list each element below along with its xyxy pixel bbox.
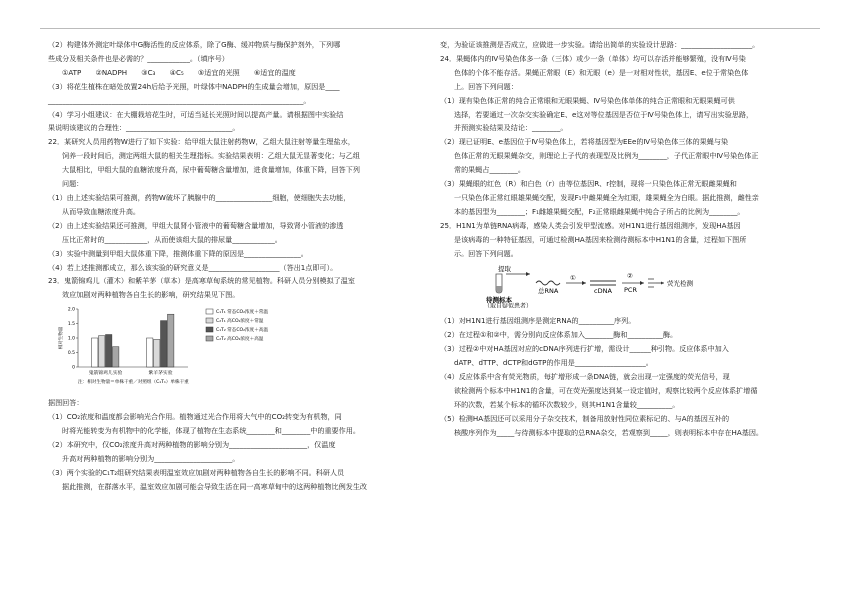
- q21-4-line2: 果说明该建议的合理性：______________________________。: [48, 123, 240, 133]
- q24-1-line3: 并预测实验结果及结论：________。: [454, 123, 568, 133]
- bar: [99, 336, 105, 367]
- flow-specimen-label: 待测标本: [486, 295, 512, 304]
- bar: [147, 338, 153, 367]
- q22-1-line1: （1）由上述实验结果可推测，药物W破坏了胰腺中的________________细胞，使细胞失去功能，: [48, 192, 351, 202]
- bar: [154, 340, 160, 368]
- q21-2-line1: （2）构建体外测定叶绿体中G酶活性的反应体系，除了G酶、缓冲物质与酶保护剂外，下列哪: [48, 40, 341, 49]
- signal-lines-icon: [648, 279, 656, 287]
- q23-line2: 效应加剧对两种植物各自生长的影响，研究结果见下图。: [62, 290, 240, 300]
- bar: [168, 314, 174, 367]
- q23-2-line2: 升高对两种植物的影响分别为______________________。: [62, 453, 240, 463]
- q21-2-line2: 些成分及相关条件也是必需的？____________。（填序号）: [48, 53, 229, 63]
- q25-4-line2: 欲检测两个标本中H1N1的含量，可在荧光强度达到某一设定值时，观察比较两个反应体系扩增循: [454, 385, 758, 395]
- right-column: [440, 38, 802, 440]
- y-axis-label: 相对生物量: [59, 326, 64, 350]
- flow-specimen-sub: （取自疑似患者）: [484, 302, 533, 308]
- bar: [106, 335, 112, 367]
- flow-cdna-label: cDNA: [594, 286, 612, 295]
- q25-3-line2: dATP、dTTP、dCTP和dGTP的作用是____________________。: [454, 358, 653, 368]
- y-tick-label: 0: [72, 365, 75, 371]
- q23-1-line1: （1）CO₂浓度和温度都会影响光合作用。植物通过光合作用将大气中的CO₂转变为有机物，同: [48, 412, 342, 422]
- bar: [92, 338, 98, 367]
- q21-4-line1: （4）学习小组建议：在大棚栽培花生时，可适当延长光照时间以提高产量。请根据图中实验结: [48, 109, 344, 119]
- legend-swatch: [206, 327, 213, 332]
- legend-swatch: [206, 309, 213, 314]
- q23-prompt: 据图回答：: [48, 398, 84, 408]
- q25-1: （1）对H1N1进行基因组测序是测定RNA的__________序列。: [440, 316, 636, 326]
- q25-5-line2: 核酸序列作为_____与待测标本中提取的总RNA杂交，若观察到_____，则表明标本中存在HA基因。: [454, 427, 764, 437]
- q21-3-line1: （3）将花生植株在暗处放置24h后给予光照，叶绿体中NADPH的生成量会增加，原因是____: [48, 81, 340, 91]
- q23-3-line3: 变，为验证该推测是否成立，应做进一步实验。请给出简单的实验设计思路：____________________。: [440, 40, 760, 49]
- legend-entry: C₁T₁ 常态CO₂浓度＋常温: [216, 310, 268, 316]
- q22-2-line1: （2）由上述实验结果还可推测，甲组大鼠肾小管液中的葡萄糖含量增加，导致肾小管液的渗透: [48, 220, 344, 230]
- q23-line1: 23．鬼箭锦鸡儿（灌木）和紫羊茅（草本）是高寒草甸系统的常见植物。科研人员分别模拟了温室: [48, 276, 355, 286]
- flow-detect-label: 荧光检测: [667, 279, 693, 287]
- x-category-label: 紫羊茅实验: [148, 371, 173, 377]
- chart-note: 注：相对生物量＝单株干重／对照组（C₁T₁）单株干重: [78, 380, 189, 386]
- q24-2-line3: 常的果蝇占________。: [454, 165, 525, 175]
- q25-line3: 示。回答下列问题。: [454, 248, 518, 258]
- q25-line2: 是该病毒的一种特征基因，可通过检测HA基因来检测待测标本中H1N1的含量，过程如下图所: [454, 234, 747, 244]
- y-tick-label: 2.0: [67, 307, 75, 313]
- q24-2-line2: 色体正常的无眼果蝇杂交，则理论上子代的表现型及比例为________，子代正常眼中Ⅳ号染色体正: [454, 151, 759, 161]
- y-tick-label: 0.5: [67, 351, 75, 357]
- left-column: [48, 38, 410, 493]
- q24-3-line2: 一只染色体正常红眼雄果蝇交配，发现F₁中雌果蝇全为红眼，雄果蝇全为白眼。据此推测，雌性亲: [454, 192, 759, 202]
- bar: [161, 321, 167, 367]
- top-rule: [40, 28, 820, 29]
- flow-extract-label: 提取: [498, 264, 511, 273]
- q24-3-line1: （3）果蝇眼的红色（R）和白色（r）由等位基因R、r控制，现将一只染色体正常无眼雌果蝇和: [440, 179, 737, 189]
- q21-3-line2: ________________________________________________________________________。: [48, 95, 311, 105]
- q22-line4: 问题：: [62, 179, 84, 189]
- bar: [113, 347, 119, 367]
- q24-line1: 24．果蝇体内的Ⅳ号染色体多一条（三体）或少一条（单体）均可以存活并能够繁殖，没有Ⅳ号染: [440, 53, 746, 63]
- y-tick-label: 1.0: [67, 336, 75, 342]
- legend-swatch: [206, 336, 213, 341]
- cdna-strand-icon: [590, 281, 616, 285]
- q22-1-line2: 从而导致血糖浓度升高。: [62, 206, 141, 216]
- flow-step2: ②: [627, 271, 633, 280]
- rna-strand-icon: [536, 281, 560, 285]
- q24-3-line3: 本的基因型为________；F₁雌雄果蝇交配，F₂正常眼雌果蝇中纯合子所占的比例为________。: [454, 206, 745, 216]
- q24-1-line1: （1）现有染色体正常的纯合正常眼和无眼果蝇、Ⅳ号染色体单体的纯合正常眼和无眼果蝇可供: [440, 95, 735, 105]
- q21-2-options: ①ATP ②NADPH ③C₃ ④C₅ ⑤适宜的光照 ⑥适宜的温度: [62, 67, 296, 77]
- flow-rna-label: 总RNA: [538, 286, 559, 295]
- q25-3-line1: （3）过程②中对HA基因对应的cDNA序列进行扩增，需设计______种引物。反应体系中加入: [440, 344, 729, 354]
- q22-line2: 饲养一段时间后，测定两组大鼠的相关生理指标。实验结果表明：乙组大鼠无显著变化；与乙组: [62, 151, 360, 161]
- q25-line1: 25．H1N1为单链RNA病毒，感染人类会引发甲型流感。对H1N1进行基因组测序，发现HA基因: [440, 220, 741, 230]
- q23-3-line2: 据此推测，在群落水平，温室效应加剧可能会导致生活在同一高寒草甸中的这两种植物比例发生改: [62, 481, 368, 491]
- pcr-flow-diagram: [484, 264, 724, 308]
- legend-entry: C₁T₂ 常态CO₂浓度＋高温: [216, 328, 268, 334]
- q24-2-line1: （2）现已证明E、e基因位于Ⅳ号染色体上，若将基因型为EEe的Ⅳ号染色体三体的果蝇与染: [440, 137, 729, 147]
- q22-2-line2: 压比正常时的____________，从而使该组大鼠的排尿量____________。: [62, 234, 282, 244]
- q22-line1: 22．某研究人员用药物W进行了如下实验：给甲组大鼠注射药物W，乙组大鼠注射等量生理盐水，: [48, 137, 355, 147]
- q22-4: （4）若上述推测都成立，那么该实验的研究意义是____________________（答出1点即可）。: [48, 262, 338, 272]
- q22-3: （3）实验中测量到甲组大鼠体重下降，推测体重下降的原因是________________。: [48, 248, 308, 258]
- q23-2-line1: （2）本研究中，仅CO₂浓度升高对两种植物的影响分别为______________________，仅温度: [48, 439, 336, 449]
- q23-1-line2: 时将光能转变为有机物中的化学能，体现了植物在生态系统________和________中的重要作用。: [62, 425, 360, 435]
- q23-3-line1: （3）两个实验的C₁T₂组研究结果表明温室效应加剧对两种植物各自生长的影响不同。科研人员: [48, 467, 345, 477]
- q24-1-line2: 选择，若要通过一次杂交实验确定E、e这对等位基因是否位于Ⅳ号染色体上，请写出实验思路，: [454, 109, 754, 119]
- q25-5-line1: （5）检测HA基因还可以采用分子杂交技术，制备用放射性同位素标记的、与A的基因互补的: [440, 413, 730, 423]
- legend-entry: C₂T₂ 高CO₂浓度＋高温: [216, 337, 264, 343]
- q25-4-line1: （4）反应体系中含有荧光物质，每扩增形成一条DNA链，就会出现一定强度的荧光信号，现: [440, 372, 730, 382]
- q22-line3: 大鼠相比，甲组大鼠的血糖浓度升高，尿中葡萄糖含量增加，进食量增加，体重下降，回答下列: [62, 165, 360, 175]
- q24-line2: 色体的个体不能存活。果蝇正常眼（E）和无眼（e）是一对相对性状，基因E、e位于常染色体: [454, 67, 749, 77]
- q25-2: （2）在过程①和②中，需分别向反应体系加入________酶和__________酶。: [440, 330, 678, 340]
- y-tick-label: 1.5: [67, 322, 75, 328]
- q25-4-line3: 环的次数，若某个标本的循环次数较少，则其H1N1含量较__________。: [454, 399, 680, 409]
- q24-line3: 上。回答下列问题：: [454, 81, 518, 91]
- legend-entry: C₂T₁ 高CO₂浓度＋常温: [216, 319, 264, 325]
- legend-swatch: [206, 318, 213, 323]
- x-category-label: 鬼箭锦鸡儿实验: [88, 371, 123, 377]
- flow-step1: ①: [570, 273, 576, 282]
- biomass-bar-chart: [56, 305, 306, 389]
- tube-liquid-icon: [497, 286, 502, 292]
- flow-pcr-label: PCR: [624, 285, 637, 294]
